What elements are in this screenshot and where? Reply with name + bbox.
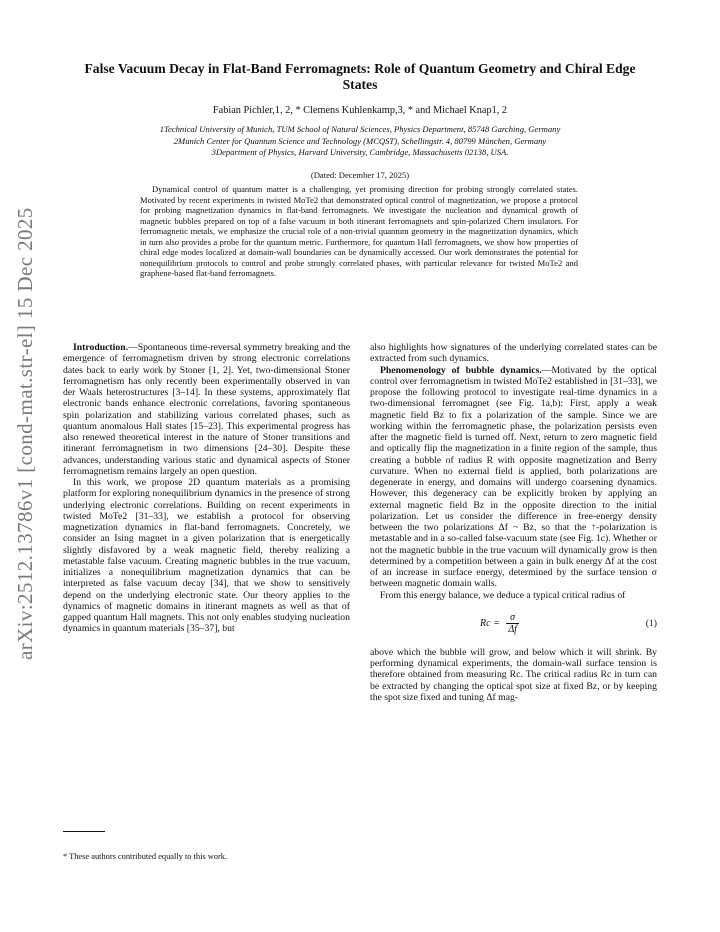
affiliation-3: 3Department of Physics, Harvard University, Cambridge, Massachusetts 02138, USA.	[211, 147, 509, 157]
equation-1	[370, 605, 657, 643]
affiliations	[70, 124, 650, 159]
continued-paragraph: also highlights how signatures of the underlying correlated states can be extracted from such dynamics.	[370, 342, 657, 365]
equation-number: (1)	[645, 618, 657, 630]
arxiv-identifier: arXiv:2512.13786v1 [cond-mat.str-el] 15 Dec 2025	[13, 207, 37, 660]
affiliation-2: 2Munich Center for Quantum Science and Technology (MCQST), Schellingstr. 4, 80799 München, Germany	[173, 135, 547, 146]
footnote: * These authors contributed equally to this work.	[63, 852, 228, 861]
equation-denominator: Δf	[508, 624, 517, 636]
equation-fraction	[506, 612, 519, 636]
phenomenology-text: —Motivated by the optical control over ferromagnetism in twisted MoTe2 established in [31–33], we propose the following protocol to investigate real-time dynamics in a two-dimensional ferromagnet (see Fig. 1a,b): First, apply a weak magnetic field Bz to fix a polarization of the sample. Since we are working within the ferromagnetic phase, the polarization persists even after the magnetic field is turned off. Next, return to zero magnetic field and optically flip the magnetization in a finite region of the sample, thus creating a bubble of radius R with opposite magnetization and Berry curvature. When no external field is applied, both polarizations are degenerate in energy, and domains will undergo coarsening dynamics. However, this degeneracy can be explicitly broken by applying an external magnetic field Bz in the opposite direction to the initial polarization. Let us consider the difference in free-energy density between the two polarizations Δf ~ Bz, so that the ↑-polarization is metastable and in a so-called false-vacuum state (see Fig. 1c). Whether or not the magnetic bubble in the true vacuum will dynamically grow is then determined by a competition between a gain in bulk energy Δf at the cost of an increase in surface energy, determined by the surface tension σ between magnetic domain walls.	[370, 364, 657, 590]
right-column	[370, 342, 657, 703]
affiliation-1: 1Technical University of Munich, TUM School of Natural Sciences, Physics Department, 85748 Garching, Germany	[159, 124, 561, 134]
equation-numerator: σ	[506, 612, 519, 624]
author-list: Fabian Pichler,1, 2, * Clemens Kuhlenkamp,3, * and Michael Knap1, 2	[212, 105, 508, 116]
intro-paragraph-2: In this work, we propose 2D quantum materials as a promising platform for exploring nonequilibrium dynamics in the presence of strong underlying electronic correlations. Building on recent experiments in twisted MoTe2 [31–33], we establish a protocol for observing magnetization dynamics in flat-band ferromagnets. Concretely, we consider an Ising magnet in a given polarization that is energetically slightly disfavored by a weak magnetic field, thereby realizing a metastable false vacuum. Creating magnetic bubbles in the true vacuum, initializes a nonequilibrium magnetization dynamics that can be interpreted as false vacuum decay [34], that we show to sensitively depend on the underlying electronic state. Our theory applies to the dynamics of magnetic domains in itinerant magnets as well as that of gapped quantum Hall magnets. This not only enables studying nucleation dynamics in quantum materials [35–37], but	[63, 477, 350, 635]
intro-heading: Introduction.	[73, 342, 128, 353]
intro-paragraph	[63, 342, 350, 477]
paper-title: False Vacuum Decay in Flat-Band Ferromagnets: Role of Quantum Geometry and Chiral Edge States	[84, 61, 636, 92]
intro-text: —Spontaneous time-reversal symmetry breaking and the emergence of ferromagnetism driven by strong electronic correlations dates back to early work by Stoner [1, 2]. Yet, two-dimensional Stoner ferromagnetism has only recently been experimentally observed in van der Waals heterostructures [3–14]. In these systems, approximately flat electronic bands enhance electronic correlations, favoring spontaneous spin polarization and stabilizing various correlated phases, such as quantum anomalous Hall states [15–23]. This experimental progress has also renewed theoretical interest in the nature of Stoner transitions and itinerant ferromagnetism in two dimensions [24–30]. Despite these advances, understanding various static and dynamical aspects of Stoner ferromagnetism remains largely an open question.	[63, 342, 350, 477]
phenomenology-paragraph	[370, 365, 657, 590]
equation-body	[370, 612, 629, 636]
after-equation-paragraph: above which the bubble will grow, and below which it will shrink. By performing dynamical experiments, the domain-wall surface tension is therefore obtained from measuring Rc. The critical radius Rc in turn can be extracted by changing the optical spot size at fixed Bz, or by keeping the spot size fixed and tuning Δf mag-	[370, 646, 657, 703]
abstract: Dynamical control of quantum matter is a challenging, yet promising direction for probing strongly correlated states. Motivated by recent experiments in twisted MoTe2 that demonstrated optical control of magnetization, we propose a protocol for probing magnetization dynamics in flat-band ferromagnets. We investigate the nucleation and dynamical growth of magnetic bubbles prepared on top of a false vacuum in both itinerant ferromagnets and spin-polarized Chern insulators. For ferromagnetic metals, we emphasize the crucial role of a non-trivial quantum geometry in the magnetization dynamics, which in turn also provides a probe for the quantum metric. Furthermore, for quantum Hall ferromagnets, we show how properties of chiral edge modes localized at domain-wall boundaries can be dynamically accessed. Our work demonstrates the potential for nonequilibrium protocols to control and probe strongly correlated phases, with particular relevance for twisted MoTe2 and graphene-based flat-band ferromagnets.	[140, 184, 578, 279]
energy-paragraph: From this energy balance, we deduce a typical critical radius of	[380, 589, 626, 601]
date-line: (Dated: December 17, 2025)	[310, 170, 410, 180]
left-column	[63, 342, 350, 635]
equation-lhs: Rc =	[480, 618, 500, 630]
footnote-rule	[63, 831, 105, 832]
phenomenology-heading: Phenomenology of bubble dynamics.	[380, 364, 542, 376]
